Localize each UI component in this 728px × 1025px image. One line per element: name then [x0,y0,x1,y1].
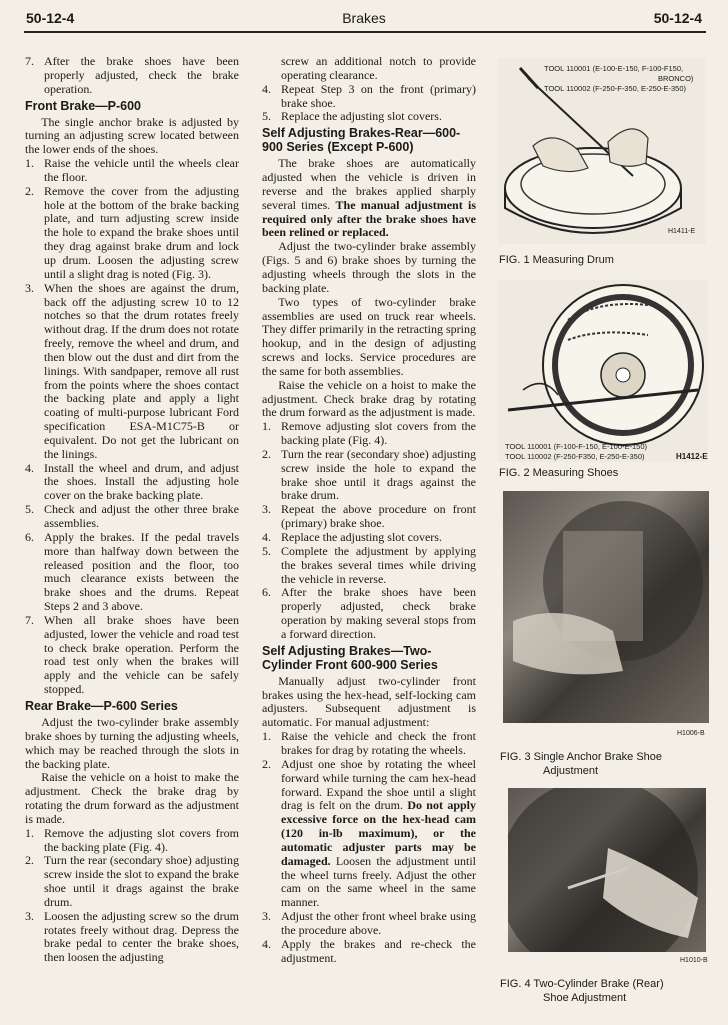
paragraph-continued: screw an additional notch to provide operating clearance. [281,54,476,82]
list-item: 5. Complete the adjustment by applying the brakes several times while driving the vehicle in reverse. [262,543,476,586]
brake-shoes-illustration [498,280,708,462]
list-item: 4. Repeat Step 3 on the front (primary) brake shoe. [262,81,476,110]
figure-code: H1006-B [677,730,705,737]
paragraph: Adjust the two-cylinder brake assembly brake shoes by turning the adjusting wheels, which may be reached through the slots in the backing plate. [25,714,239,771]
list-item: 1. Remove the adjusting slot covers from the backing plate (Fig. 4). [25,825,239,854]
list-item: 3. Adjust the other front wheel brake using the procedure above. [262,909,476,937]
list-item: 3. Loosen the adjusting screw so the drum rotates freely without drag. Depress the brake pedal to center the brake shoes, then loosen the adjusting [25,908,239,965]
figure-4-caption-line2: Shoe Adjustment [543,992,627,1004]
list-item: 2. Remove the cover from the adjusting hole at the bottom of the brake backing plate, and turn adjusting screw inside the hole to expand the brake shoes until they drag against brake drum and lock up drum. Loosen the adjusting screw until a slight drag is noted (Fig. 3). [25,183,239,281]
column-middle [262,55,476,965]
paragraph: Manually adjust two-cylinder front brakes using the hex-head, self-locking cam adjusters. Subsequent adjustment is automatic. For manual adjustment: [262,673,476,730]
list-item: 5. Replace the adjusting slot covers. [262,109,442,124]
self-adjust-rear-steps [262,420,476,642]
page-number-left: 50-12-4 [26,10,75,26]
list-item: 2. Turn the rear (secondary shoe) adjusting screw inside the hole to expand the brake shoe until it drags against the brake drum. [262,446,476,503]
list-item: 2. Adjust one shoe by rotating the wheel forward while turning the cam hex-head forward. Expand the shoe until a slight drag is felt on the drum. Do not apply excessive force on the hex-head cam (120 in-lb maximum), or the automatic adjuster parts may be damaged. Loosen the adjustment until the wheel turns freely. Adjust the other cam on the same wheel in the same manner. [262,756,476,910]
heading-self-adjusting-front: Self Adjusting Brakes—Two-Cylinder Front 600-900 Series [262,643,438,672]
figure-code: H1010-B [680,957,708,964]
figure-4-caption-line1: FIG. 4 Two-Cylinder Brake (Rear) [500,978,664,990]
figure-1-measuring-drum [498,58,706,244]
list-item: 4. Replace the adjusting slot covers. [262,530,442,544]
figure-code: H1412-E [676,452,708,461]
rear-brake-steps [25,827,239,965]
list-item: 2. Turn the rear (secondary shoe) adjusting screw inside the slot to expand the brake shoe until it drags against the brake drum. [25,853,239,909]
paragraph: Two types of two-cylinder brake assemblies are used on truck rear wheels. They differ primarily in the retracting spring hookup, and in the design of adjusting screws and locks. Service procedures are the same for both assemblies. [262,294,476,378]
tool-label-110002: TOOL 110002 (F-250-F-350, E-250-E-350) [544,84,687,93]
figure-3-photo [503,491,709,723]
figure-3-caption-line2: Adjustment [543,765,599,777]
paragraph: Raise the vehicle on a hoist to make the adjustment. Check the brake drag by rotating the drum forward as the adjustment is made. [25,770,239,826]
list-item: 1. Raise the vehicle and check the front brakes for drag by rotating the wheels. [262,729,476,757]
paragraph: The single anchor brake is adjusted by turning an adjusting screw located between the lower ends of the shoes. [25,114,239,157]
list-item: 7. When all brake shoes have been adjusted, lower the vehicle and road test to check brake operation. Perform the road test only when the brakes will apply and the vehicle can be safely stopped. [25,612,239,697]
column-left [25,55,239,965]
list-item: 6. After the brake shoes have been properly adjusted, check brake operation by making several stops from a forward direction. [262,585,476,641]
paragraph: Raise the vehicle on a hoist to make the adjustment. Check brake drag by rotating the drum forward as the adjustment is made. [262,377,476,420]
page-number-right: 50-12-4 [653,10,702,26]
front-brake-steps [25,157,239,697]
list-item: 4. Install the wheel and drum, and adjust the shoes. Install the adjusting hole cover on the brake backing plate. [25,460,239,503]
tool-label-110002: TOOL 110002 (F-250-F350, E-250-E-350) [505,452,645,461]
self-adjust-front-steps [262,730,476,965]
figure-3-caption-line1: FIG. 3 Single Anchor Brake Shoe [500,751,663,763]
list-item: 1. Remove adjusting slot covers from the backing plate (Fig. 4). [262,419,476,448]
heading-self-adjusting-rear: Self Adjusting Brakes-Rear—600-900 Series (Except P-600) [262,126,461,155]
brake-adjustment-photo [503,491,709,723]
heading-front-brake: Front Brake—P-600 [25,98,142,113]
list-item: 6. Apply the brakes. If the pedal travels more than halfway down between the released position and the floor, too much clearance exists between the brake shoes and the drums. Repeat Steps 2 and 3 above. [25,529,239,614]
tool-label-bronco: BRONCO) [658,74,694,83]
heading-rear-brake: Rear Brake—P-600 Series [25,698,178,713]
header-rule [24,31,706,33]
figure-2-measuring-shoes [498,280,708,462]
list-item: 3. Repeat the above procedure on front (primary) brake shoe. [262,502,476,531]
figure-code: H1411-E [668,228,696,235]
list-item: 4. Apply the brakes and re-check the adjustment. [262,936,476,965]
list-item: 5. Check and adjust the other three brake assemblies. [25,502,239,530]
figure-4-photo [508,788,706,952]
page-header-title: Brakes [342,10,386,26]
figure-2-caption: FIG. 2 Measuring Shoes [499,467,619,479]
tool-label-110001: TOOL 110001 (F-100-F-150, E-100-E-150) [505,442,648,451]
paragraph: The brake shoes are automatically adjusted when the vehicle is driven in reverse and the brakes applied sharply several times. The manual adjustment is required only after the brake shoes have been relined or replaced. [262,156,476,240]
list-item: 1. Raise the vehicle until the wheels clear the floor. [25,156,239,184]
list-item: 3. When the shoes are against the drum, back off the adjusting screw 10 to 12 notches so that the drum rotates freely without drag. If the drum does not rotate freely, remove the wheel and drum, and then blow out the dust and dirt from the linings. With sandpaper, remove all rust from the points where the shoes contact the backing plate and apply a light coating of multi-purpose lubricant Ford specification ESA-M1C75-B or equivalent. Do not get the lubricant on the linings. [25,280,239,461]
tool-label-110001: TOOL 110001 (E-100-E-150, F-100-F150, [544,64,684,73]
list-item: 7. After the brake shoes have been properly adjusted, check the brake operation. [25,54,239,96]
figure-1-caption: FIG. 1 Measuring Drum [499,254,614,266]
paragraph: Adjust the two-cylinder brake assembly (Figs. 5 and 6) brake shoes by turning the adjusting wheels through the slots in the backing plate. [262,239,476,295]
two-cylinder-brake-photo [508,788,706,952]
